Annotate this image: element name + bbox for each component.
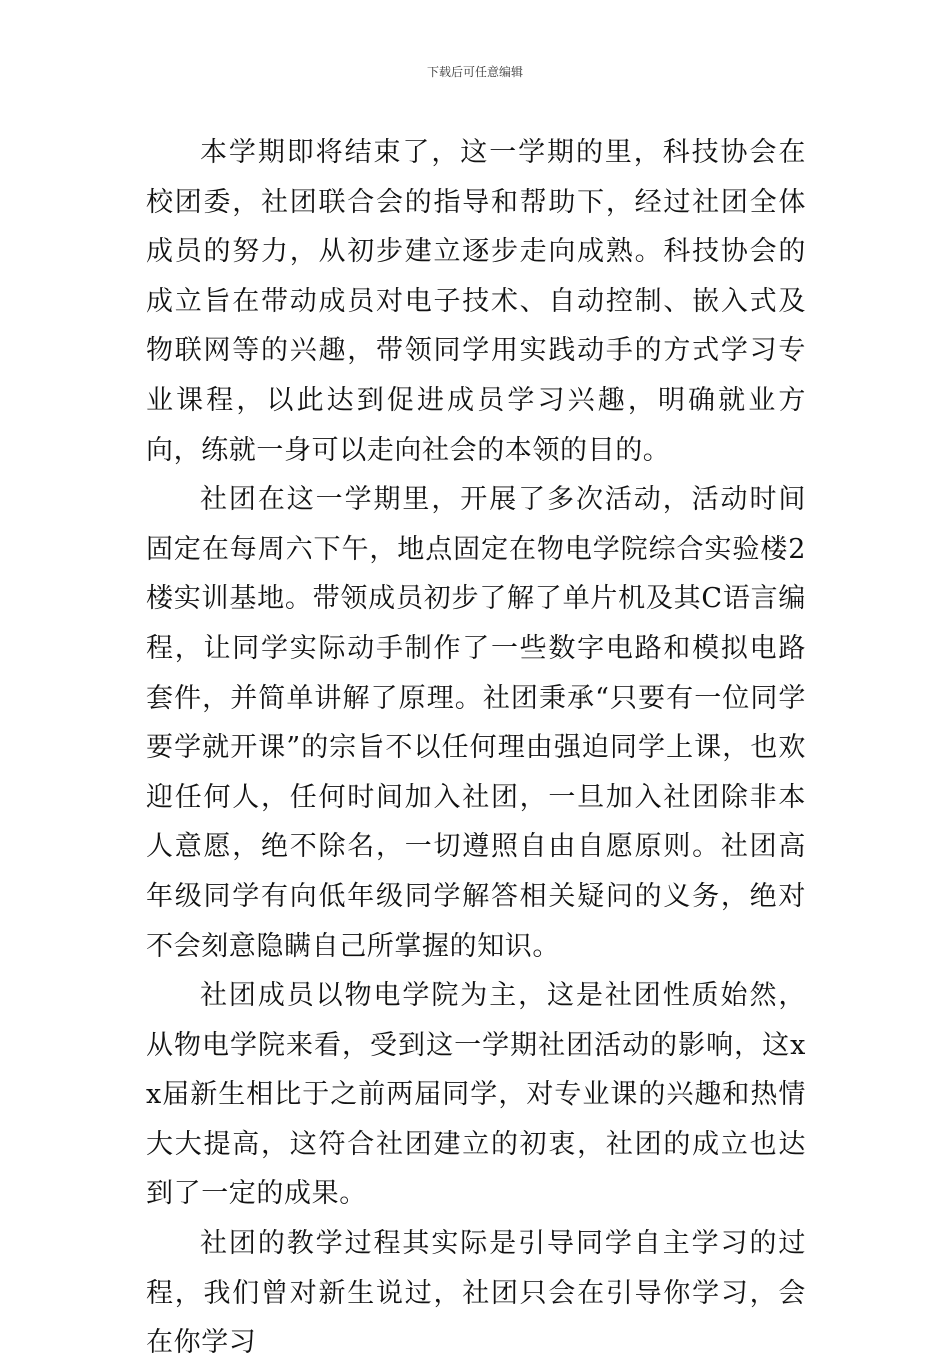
paragraph-3: 社团成员以物电学院为主，这是社团性质始然，从物电学院来看，受到这一学期社团活动的影响，这xx届新生相比于之前两届同学，对专业课的兴趣和热情大大提高，这符合社团建立的初衷，社团的成立也达到了一定的成果。 [146, 980, 806, 1210]
page-header-note: 下载后可任意编辑 [426, 65, 523, 79]
paragraph-4: 社团的教学过程其实际是引导同学自主学习的过程，我们曾对新生说过，社团只会在引导你学习，会在你学习 [146, 1228, 806, 1359]
paragraph-2: 社团在这一学期里，开展了多次活动，活动时间固定在每周六下午，地点固定在物电学院综合实验楼2楼实训基地。带领成员初步了解了单片机及其C语言编程，让同学实际动手制作了一些数字电路和模拟电路套件，并简单讲解了原理。社团秉承“只要有一位同学要学就开课”的宗旨不以任何理由强迫同学上课，也欢迎任何人，任何时间加入社团，一旦加入社团除非本人意愿，绝不除名，一切遵照自由自愿原则。社团高年级同学有向低年级同学解答相关疑问的义务，绝对不会刻意隐瞒自己所掌握的知识。 [146, 484, 806, 962]
document-body [146, 128, 806, 1368]
paragraph-1: 本学期即将结束了，这一学期的里，科技协会在校团委，社团联合会的指导和帮助下，经过社团全体成员的努力，从初步建立逐步走向成熟。科技协会的成立旨在带动成员对电子技术、自动控制、嵌入式及物联网等的兴趣，带领同学用实践动手的方式学习专业课程，以此达到促进成员学习兴趣，明确就业方向，练就一身可以走向社会的本领的目的。 [146, 137, 806, 466]
